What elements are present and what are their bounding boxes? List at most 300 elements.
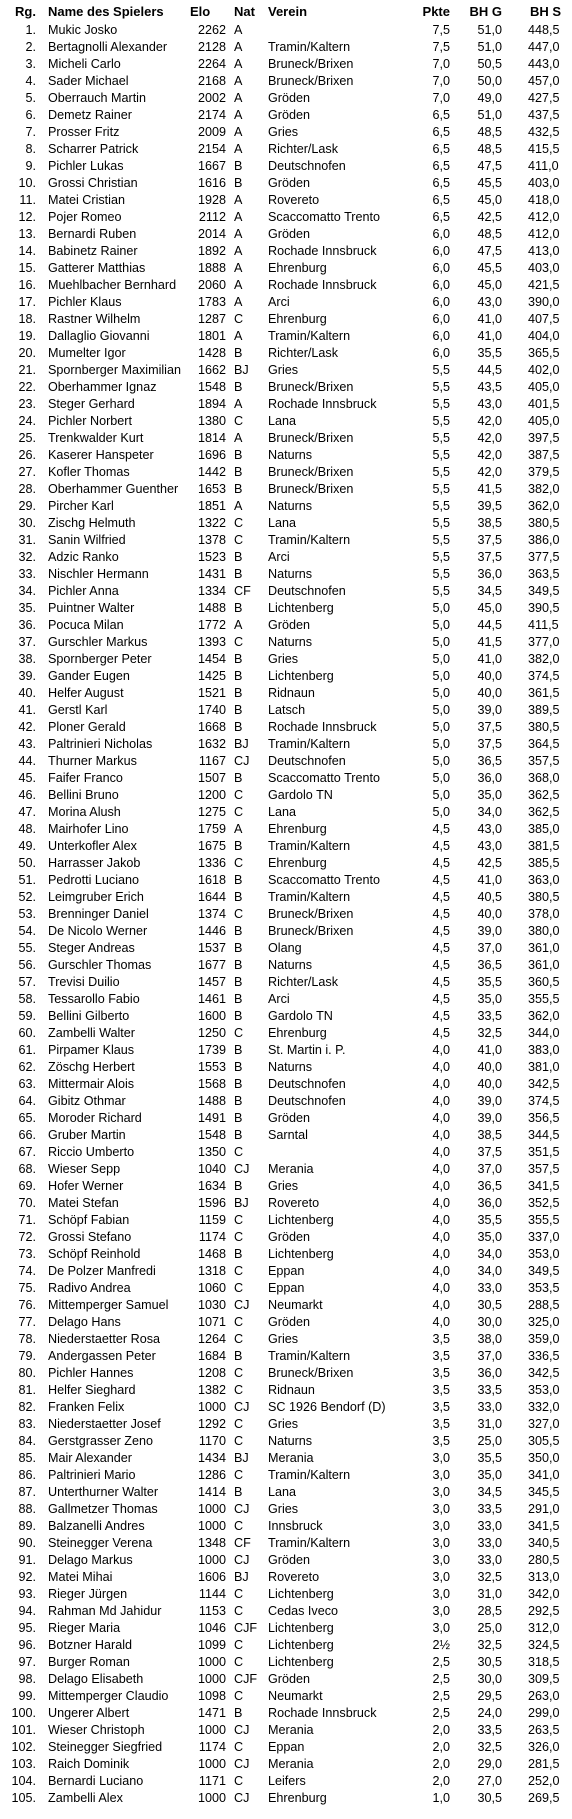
buchholz-g-cell: 35,5 xyxy=(477,1451,502,1465)
buchholz-s-cell: 380,5 xyxy=(528,720,560,734)
category-cell: CJ xyxy=(234,1400,250,1414)
buchholz-g-cell: 37,0 xyxy=(477,1349,502,1363)
player-name-cell: Adzic Ranko xyxy=(48,550,119,564)
elo-cell: 1171 xyxy=(198,1774,226,1788)
player-name-cell: Steger Andreas xyxy=(48,941,135,955)
table-row xyxy=(0,838,572,855)
rank-cell: 56. xyxy=(18,958,36,972)
player-name-cell: Mittemperger Claudio xyxy=(48,1689,169,1703)
club-cell: Bruneck/Brixen xyxy=(268,380,354,394)
club-cell: Deutschnofen xyxy=(268,754,346,768)
player-name-cell: Andergassen Peter xyxy=(48,1349,156,1363)
table-row xyxy=(0,345,572,362)
buchholz-s-cell: 336,5 xyxy=(528,1349,560,1363)
elo-cell: 1696 xyxy=(197,448,226,462)
buchholz-s-cell: 385,5 xyxy=(528,856,560,870)
club-cell: Bruneck/Brixen xyxy=(268,924,354,938)
club-cell: Naturns xyxy=(268,448,313,462)
elo-cell: 1548 xyxy=(197,1128,226,1142)
club-cell: Gröden xyxy=(268,227,311,241)
elo-cell: 1414 xyxy=(197,1485,226,1499)
player-name-cell: Gurschler Thomas xyxy=(48,958,152,972)
club-cell: Naturns xyxy=(268,567,313,581)
player-name-cell: Trenkwalder Kurt xyxy=(48,431,144,445)
points-cell: 5,5 xyxy=(432,482,450,496)
rank-cell: 91. xyxy=(18,1553,36,1567)
elo-cell: 1675 xyxy=(197,839,226,853)
rank-cell: 94. xyxy=(18,1604,36,1618)
buchholz-g-cell: 36,5 xyxy=(477,958,502,972)
points-cell: 4,5 xyxy=(432,975,450,989)
points-cell: 4,0 xyxy=(432,1315,450,1329)
category-cell: CJF xyxy=(234,1672,258,1686)
category-cell: A xyxy=(234,244,243,258)
elo-cell: 1772 xyxy=(197,618,226,632)
elo-cell: 1568 xyxy=(197,1077,226,1091)
buchholz-s-cell: 345,5 xyxy=(528,1485,560,1499)
points-cell: 2,5 xyxy=(432,1672,450,1686)
buchholz-g-cell: 24,0 xyxy=(477,1706,502,1720)
points-cell: 3,0 xyxy=(432,1570,450,1584)
player-name-cell: Gatterer Matthias xyxy=(48,261,146,275)
table-row xyxy=(0,498,572,515)
elo-cell: 1507 xyxy=(197,771,226,785)
player-name-cell: Paltrinieri Mario xyxy=(48,1468,136,1482)
rank-cell: 76. xyxy=(18,1298,36,1312)
club-cell: Ehrenburg xyxy=(268,822,327,836)
buchholz-s-cell: 359,0 xyxy=(528,1332,560,1346)
buchholz-s-cell: 361,0 xyxy=(528,941,560,955)
category-cell: B xyxy=(234,482,243,496)
buchholz-g-cell: 48,5 xyxy=(477,227,502,241)
player-name-cell: Sader Michael xyxy=(48,74,129,88)
player-name-cell: Gibitz Othmar xyxy=(48,1094,126,1108)
elo-cell: 1046 xyxy=(197,1621,226,1635)
player-name-cell: Spornberger Peter xyxy=(48,652,152,666)
rank-cell: 11. xyxy=(19,193,36,207)
buchholz-s-cell: 405,0 xyxy=(528,414,560,428)
table-row xyxy=(0,974,572,991)
buchholz-s-cell: 390,0 xyxy=(528,295,560,309)
buchholz-s-cell: 325,0 xyxy=(528,1315,560,1329)
club-cell: Merania xyxy=(268,1723,314,1737)
table-row xyxy=(0,1229,572,1246)
player-name-cell: Pichler Norbert xyxy=(48,414,132,428)
category-cell: C xyxy=(234,1332,244,1346)
table-row xyxy=(0,549,572,566)
points-cell: 4,5 xyxy=(432,907,450,921)
club-cell: Eppan xyxy=(268,1740,305,1754)
buchholz-s-cell: 349,5 xyxy=(528,584,560,598)
header-points: Pkte xyxy=(422,4,450,19)
rank-cell: 61. xyxy=(18,1043,36,1057)
category-cell: B xyxy=(234,1485,243,1499)
rank-cell: 92. xyxy=(18,1570,36,1584)
table-row xyxy=(0,277,572,294)
club-cell: Deutschnofen xyxy=(268,584,346,598)
table-row xyxy=(0,702,572,719)
club-cell: Lana xyxy=(268,516,297,530)
category-cell: A xyxy=(234,431,243,445)
club-cell: Eppan xyxy=(268,1281,305,1295)
buchholz-g-cell: 35,5 xyxy=(477,975,502,989)
buchholz-g-cell: 38,5 xyxy=(477,1128,502,1142)
table-row xyxy=(0,1705,572,1722)
buchholz-s-cell: 341,5 xyxy=(528,1519,560,1533)
table-row xyxy=(0,1484,572,1501)
points-cell: 3,5 xyxy=(432,1349,450,1363)
club-cell: Rovereto xyxy=(268,193,320,207)
points-cell: 6,0 xyxy=(432,346,450,360)
player-name-cell: Oberhammer Guenther xyxy=(48,482,179,496)
buchholz-g-cell: 33,0 xyxy=(477,1553,502,1567)
club-cell: Gardolo TN xyxy=(268,1009,333,1023)
points-cell: 4,0 xyxy=(432,1077,450,1091)
player-name-cell: Mair Alexander xyxy=(48,1451,132,1465)
buchholz-g-cell: 48,5 xyxy=(477,142,502,156)
elo-cell: 1662 xyxy=(197,363,226,377)
buchholz-g-cell: 25,0 xyxy=(477,1621,502,1635)
category-cell: B xyxy=(234,1247,243,1261)
buchholz-s-cell: 380,5 xyxy=(528,890,560,904)
points-cell: 3,0 xyxy=(432,1451,450,1465)
buchholz-s-cell: 397,5 xyxy=(528,431,560,445)
table-row xyxy=(0,311,572,328)
category-cell: B xyxy=(234,669,243,683)
category-cell: B xyxy=(234,380,243,394)
buchholz-s-cell: 299,0 xyxy=(528,1706,560,1720)
player-name-cell: Pojer Romeo xyxy=(48,210,122,224)
buchholz-s-cell: 411,0 xyxy=(528,159,559,173)
buchholz-s-cell: 357,5 xyxy=(528,754,560,768)
table-row xyxy=(0,1161,572,1178)
buchholz-g-cell: 36,5 xyxy=(477,754,502,768)
category-cell: B xyxy=(234,1349,243,1363)
category-cell: C xyxy=(234,1366,244,1380)
points-cell: 3,5 xyxy=(432,1434,450,1448)
elo-cell: 1653 xyxy=(197,482,226,496)
buchholz-g-cell: 35,0 xyxy=(477,992,502,1006)
points-cell: 5,5 xyxy=(432,533,450,547)
elo-cell: 1431 xyxy=(197,567,226,581)
buchholz-s-cell: 342,5 xyxy=(528,1366,560,1380)
buchholz-g-cell: 27,0 xyxy=(477,1774,502,1788)
buchholz-s-cell: 448,5 xyxy=(528,23,560,37)
elo-cell: 1684 xyxy=(197,1349,226,1363)
table-row xyxy=(0,515,572,532)
category-cell: CJF xyxy=(234,1621,258,1635)
buchholz-s-cell: 288,5 xyxy=(528,1298,560,1312)
player-name-cell: Scharrer Patrick xyxy=(48,142,139,156)
club-cell: Rochade Innsbruck xyxy=(268,720,377,734)
rank-cell: 44. xyxy=(18,754,36,768)
table-row xyxy=(0,1467,572,1484)
points-cell: 2,0 xyxy=(432,1757,450,1771)
elo-cell: 2014 xyxy=(197,227,226,241)
category-cell: C xyxy=(234,414,244,428)
buchholz-s-cell: 350,0 xyxy=(528,1451,560,1465)
rank-cell: 4. xyxy=(25,74,36,88)
player-name-cell: Gurschler Markus xyxy=(48,635,148,649)
points-cell: 4,5 xyxy=(432,839,450,853)
player-name-cell: Pedrotti Luciano xyxy=(48,873,140,887)
rank-cell: 49. xyxy=(18,839,36,853)
buchholz-g-cell: 45,5 xyxy=(477,261,502,275)
category-cell: A xyxy=(234,142,243,156)
club-cell: Bruneck/Brixen xyxy=(268,482,354,496)
category-cell: C xyxy=(234,1145,244,1159)
table-row xyxy=(0,1620,572,1637)
table-body xyxy=(0,22,572,1807)
points-cell: 5,5 xyxy=(432,516,450,530)
rank-cell: 80. xyxy=(18,1366,36,1380)
elo-cell: 1286 xyxy=(197,1468,226,1482)
elo-cell: 1548 xyxy=(197,380,226,394)
buchholz-s-cell: 324,5 xyxy=(528,1638,560,1652)
buchholz-s-cell: 404,0 xyxy=(528,329,560,343)
rank-cell: 13. xyxy=(18,227,36,241)
club-cell: Ehrenburg xyxy=(268,312,327,326)
elo-cell: 1894 xyxy=(197,397,226,411)
table-row xyxy=(0,1195,572,1212)
category-cell: C xyxy=(234,1604,244,1618)
category-cell: C xyxy=(234,1434,244,1448)
player-name-cell: Steinegger Siegfried xyxy=(48,1740,163,1754)
buchholz-g-cell: 48,5 xyxy=(477,125,502,139)
player-name-cell: Moroder Richard xyxy=(48,1111,142,1125)
buchholz-g-cell: 37,5 xyxy=(477,550,502,564)
buchholz-s-cell: 342,5 xyxy=(528,1077,560,1091)
elo-cell: 2060 xyxy=(197,278,226,292)
elo-cell: 1292 xyxy=(197,1417,226,1431)
club-cell: Ehrenburg xyxy=(268,261,327,275)
category-cell: BJ xyxy=(234,1570,249,1584)
category-cell: B xyxy=(234,465,243,479)
elo-cell: 1382 xyxy=(197,1383,226,1397)
club-cell: Richter/Lask xyxy=(268,975,338,989)
elo-cell: 1888 xyxy=(197,261,226,275)
points-cell: 5,0 xyxy=(432,618,450,632)
club-cell: Gröden xyxy=(268,1230,311,1244)
buchholz-g-cell: 42,0 xyxy=(477,431,502,445)
elo-cell: 1428 xyxy=(197,346,226,360)
elo-cell: 1153 xyxy=(198,1604,226,1618)
rank-cell: 100. xyxy=(11,1706,36,1720)
rank-cell: 20. xyxy=(18,346,36,360)
elo-cell: 1174 xyxy=(198,1230,226,1244)
buchholz-s-cell: 269,5 xyxy=(528,1791,560,1805)
points-cell: 4,0 xyxy=(432,1094,450,1108)
buchholz-g-cell: 32,5 xyxy=(477,1570,502,1584)
player-name-cell: Mumelter Igor xyxy=(48,346,126,360)
buchholz-s-cell: 281,5 xyxy=(528,1757,560,1771)
club-cell: Lichtenberg xyxy=(268,1638,334,1652)
category-cell: CJ xyxy=(234,1162,250,1176)
table-row xyxy=(0,1110,572,1127)
player-name-cell: Unterthurner Walter xyxy=(48,1485,159,1499)
club-cell: SC 1926 Bendorf (D) xyxy=(268,1400,386,1414)
player-name-cell: Kofler Thomas xyxy=(48,465,130,479)
table-row xyxy=(0,940,572,957)
rank-cell: 84. xyxy=(18,1434,36,1448)
table-row xyxy=(0,226,572,243)
buchholz-g-cell: 50,5 xyxy=(477,57,502,71)
buchholz-g-cell: 39,0 xyxy=(477,924,502,938)
category-cell: B xyxy=(234,992,243,1006)
rank-cell: 69. xyxy=(18,1179,36,1193)
club-cell: Scaccomatto Trento xyxy=(268,873,380,887)
player-name-cell: Radivo Andrea xyxy=(48,1281,131,1295)
points-cell: 4,5 xyxy=(432,856,450,870)
rank-cell: 6. xyxy=(25,108,36,122)
elo-cell: 1740 xyxy=(197,703,226,717)
buchholz-s-cell: 291,0 xyxy=(528,1502,560,1516)
category-cell: CJ xyxy=(234,1553,250,1567)
rank-cell: 78. xyxy=(18,1332,36,1346)
buchholz-g-cell: 34,0 xyxy=(477,1247,502,1261)
club-cell: Rochade Innsbruck xyxy=(268,397,377,411)
elo-cell: 1318 xyxy=(197,1264,226,1278)
player-name-cell: Puintner Walter xyxy=(48,601,135,615)
points-cell: 4,5 xyxy=(432,1026,450,1040)
buchholz-g-cell: 25,0 xyxy=(477,1434,502,1448)
table-row xyxy=(0,617,572,634)
buchholz-s-cell: 412,0 xyxy=(528,227,560,241)
elo-cell: 1071 xyxy=(197,1315,226,1329)
rank-cell: 105. xyxy=(11,1791,36,1805)
header-bh-s: BH S xyxy=(530,4,562,19)
club-cell: Deutschnofen xyxy=(268,1094,346,1108)
elo-cell: 1425 xyxy=(197,669,226,683)
player-name-cell: Pichler Anna xyxy=(48,584,119,598)
table-row xyxy=(0,957,572,974)
rank-cell: 1. xyxy=(25,23,36,37)
club-cell: Gries xyxy=(268,652,299,666)
elo-cell: 1322 xyxy=(197,516,226,530)
club-cell: Lana xyxy=(268,805,297,819)
points-cell: 6,5 xyxy=(432,159,450,173)
category-cell: CJ xyxy=(234,1502,250,1516)
buchholz-g-cell: 35,5 xyxy=(477,346,502,360)
category-cell: B xyxy=(234,839,243,853)
header-bh-g: BH G xyxy=(469,4,502,19)
points-cell: 5,5 xyxy=(432,414,450,428)
elo-cell: 1523 xyxy=(197,550,226,564)
club-cell: Gröden xyxy=(268,108,311,122)
elo-cell: 1606 xyxy=(197,1570,226,1584)
category-cell: BJ xyxy=(234,363,249,377)
elo-cell: 1553 xyxy=(197,1060,226,1074)
category-cell: C xyxy=(234,312,244,326)
rank-cell: 102. xyxy=(11,1740,36,1754)
elo-cell: 1144 xyxy=(198,1587,226,1601)
player-name-cell: Faifer Franco xyxy=(48,771,123,785)
rank-cell: 12. xyxy=(18,210,36,224)
buchholz-s-cell: 327,0 xyxy=(528,1417,560,1431)
points-cell: 2,5 xyxy=(432,1706,450,1720)
rank-cell: 99. xyxy=(18,1689,36,1703)
rank-cell: 14. xyxy=(18,244,36,258)
buchholz-s-cell: 280,5 xyxy=(528,1553,560,1567)
buchholz-s-cell: 313,0 xyxy=(528,1570,560,1584)
buchholz-g-cell: 42,5 xyxy=(477,210,502,224)
header-name: Name des Spielers xyxy=(48,4,164,19)
player-name-cell: Muehlbacher Bernhard xyxy=(48,278,177,292)
buchholz-s-cell: 362,5 xyxy=(528,788,560,802)
table-row xyxy=(0,736,572,753)
points-cell: 4,0 xyxy=(432,1162,450,1176)
category-cell: B xyxy=(234,771,243,785)
elo-cell: 1000 xyxy=(197,1502,226,1516)
elo-cell: 1250 xyxy=(197,1026,226,1040)
elo-cell: 1208 xyxy=(197,1366,226,1380)
elo-cell: 1457 xyxy=(197,975,226,989)
buchholz-g-cell: 45,0 xyxy=(477,193,502,207)
category-cell: A xyxy=(234,499,243,513)
category-cell: C xyxy=(234,1468,244,1482)
points-cell: 5,5 xyxy=(432,448,450,462)
points-cell: 2½ xyxy=(432,1638,450,1652)
category-cell: B xyxy=(234,890,243,904)
player-name-cell: Steinegger Verena xyxy=(48,1536,153,1550)
points-cell: 5,5 xyxy=(432,584,450,598)
table-row xyxy=(0,1093,572,1110)
table-row xyxy=(0,294,572,311)
points-cell: 4,0 xyxy=(432,1060,450,1074)
club-cell: Tramin/Kaltern xyxy=(268,1468,351,1482)
points-cell: 5,0 xyxy=(432,601,450,615)
elo-cell: 1488 xyxy=(197,601,226,615)
table-row xyxy=(0,787,572,804)
table-row xyxy=(0,1501,572,1518)
category-cell: C xyxy=(234,1740,244,1754)
category-cell: B xyxy=(234,941,243,955)
buchholz-g-cell: 51,0 xyxy=(477,108,502,122)
table-row xyxy=(0,1314,572,1331)
rank-cell: 103. xyxy=(11,1757,36,1771)
buchholz-s-cell: 318,5 xyxy=(528,1655,560,1669)
player-name-cell: Oberrauch Martin xyxy=(48,91,146,105)
buchholz-g-cell: 33,0 xyxy=(477,1536,502,1550)
table-row xyxy=(0,1008,572,1025)
header-elo: Elo xyxy=(190,4,211,19)
category-cell: C xyxy=(234,805,244,819)
table-row xyxy=(0,1042,572,1059)
table-row xyxy=(0,651,572,668)
table-row xyxy=(0,1263,572,1280)
club-cell: Lichtenberg xyxy=(268,1587,334,1601)
points-cell: 5,0 xyxy=(432,652,450,666)
club-cell: Arci xyxy=(268,295,290,309)
rank-cell: 31. xyxy=(18,533,36,547)
points-cell: 4,0 xyxy=(432,1111,450,1125)
rank-cell: 18. xyxy=(18,312,36,326)
club-cell: Gries xyxy=(268,1179,299,1193)
elo-cell: 2112 xyxy=(198,210,226,224)
club-cell: Naturns xyxy=(268,1434,313,1448)
club-cell: Richter/Lask xyxy=(268,142,338,156)
elo-cell: 2174 xyxy=(197,108,226,122)
points-cell: 4,0 xyxy=(432,1179,450,1193)
category-cell: C xyxy=(234,1281,244,1295)
buchholz-g-cell: 40,0 xyxy=(477,1060,502,1074)
elo-cell: 1030 xyxy=(197,1298,226,1312)
buchholz-g-cell: 42,0 xyxy=(477,448,502,462)
buchholz-g-cell: 41,0 xyxy=(477,1043,502,1057)
player-name-cell: Rahman Md Jahidur xyxy=(48,1604,162,1618)
buchholz-s-cell: 447,0 xyxy=(528,40,560,54)
buchholz-s-cell: 380,0 xyxy=(528,924,560,938)
